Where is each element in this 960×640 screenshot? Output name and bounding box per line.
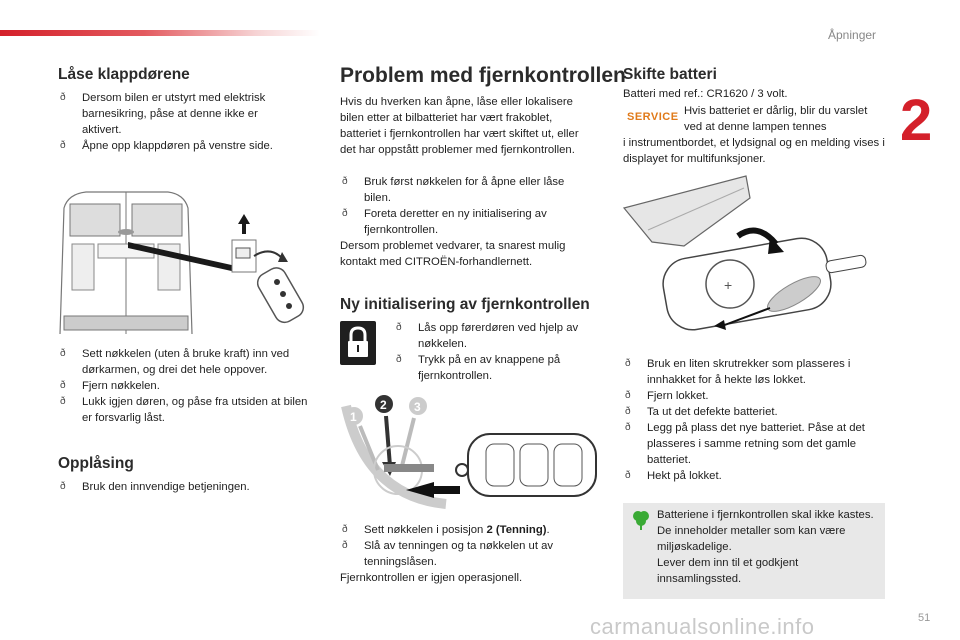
chapter-number: 2 [900,88,933,153]
heading-skifte-batteri: Skifte batteri [623,66,717,83]
ignition-pos-1: 1 [350,410,357,424]
padlock-icon [340,321,376,365]
list-item: ð Sett nøkkelen (uten å bruke kraft) inn ved dørkarmen, og drei det hele oppover. [58,346,308,378]
heading-problem-fjernkontroll: Problem med fjernkontrollen [340,64,626,87]
list-item: ð Hekt på lokket. [623,468,885,484]
bullets-init [394,320,594,384]
list-item: ð Dersom bilen er utstyrt med elektrisk barnesikring, påse at denne ikke er aktivert. [58,90,298,138]
service-warning-icon [624,108,679,128]
bullets-steps [340,522,600,570]
section-label: Åpninger [828,28,877,42]
bullets-lock-1 [58,90,298,154]
page-number: 51 [918,612,931,624]
list-item: ð Bruk den innvendige betjeningen. [58,479,308,495]
list-item: ð Bruk en liten skrutrekker som plasseres i innhakket for å hekte løs lokket. [623,356,885,388]
battery-replacement-illustration [618,172,888,348]
eco-leaf-icon [631,509,651,531]
list-item: ð Bruk først nøkkelen for å åpne eller låse bilen. [340,174,590,206]
bullets-problem [340,174,590,238]
problem-intro: Hvis du hverken kan åpne, låse eller lokalisere bilen etter at bilbatteriet har vært frakoblet, batteriet i fjernkontrollen har vært skiftet ut, eller det har oppstått problemer med fjernkontrollen. [340,96,579,156]
list-item: ð Legg på plass det nye batteriet. Påse at det plasseres i samme retning som det gamle batteriet. [623,420,885,468]
list-item: ð Sett nøkkelen i posisjon 2 (Tenning). [340,522,600,538]
rear-door-illustration [56,186,306,334]
final-text: Fjernkontrollen er igjen operasjonell. [340,572,523,584]
ignition-key-illustration [336,386,606,510]
heading-lase-klappdorene: Låse klappdørene [58,66,190,83]
watermark: carmanualsonline.info [590,614,815,639]
battery-warning-2: i instrumentbordet, et lydsignal og en melding vises i displayet for multifunksjoner. [623,137,885,165]
list-item: ð Ta ut det defekte batteriet. [623,404,885,420]
battery-warning-1: Hvis batteriet er dårlig, blir du varslet ved at denne lampen tennes [684,105,868,133]
heading-ny-initialisering: Ny initialisering av fjernkontrollen [340,296,590,313]
heading-opplasing: Opplåsing [58,455,134,472]
eco-note-text: Batteriene i fjernkontrollen skal ikke kastes. De inneholder metaller som kan være miljøskadelige. Lever dem inn til et godkjent innsamlingssted. [657,509,874,585]
list-item: ð Trykk på en av knappene på fjernkontrollen. [394,352,594,384]
list-item: ð Fjern nøkkelen. [58,378,308,394]
battery-ref: Batteri med ref.: CR1620 / 3 volt. [623,88,788,100]
ignition-pos-3: 3 [414,400,421,414]
ignition-pos-2: 2 [380,398,387,412]
bullets-battery [623,356,885,484]
svg-text:+: + [724,277,733,293]
list-item: ð Lås opp førerdøren ved hjelp av nøkkelen. [394,320,594,352]
service-label: SERVICE [627,111,679,123]
header-accent-bar [0,30,320,36]
list-item: ð Åpne opp klappdøren på venstre side. [58,138,298,154]
list-item: ð Fjern lokket. [623,388,885,404]
list-item: ð Slå av tenningen og ta nøkkelen ut av tenningslåsen. [340,538,600,570]
problem-outro: Dersom problemet vedvarer, ta snarest mulig kontakt med CITROËN-forhandlernett. [340,240,566,268]
list-item: ð Lukk igjen døren, og påse fra utsiden at bilen er forsvarlig låst. [58,394,308,426]
bullets-unlock [58,479,308,495]
bullets-lock-2 [58,346,308,426]
list-item: ð Foreta deretter en ny initialisering av fjernkontrollen. [340,206,590,238]
